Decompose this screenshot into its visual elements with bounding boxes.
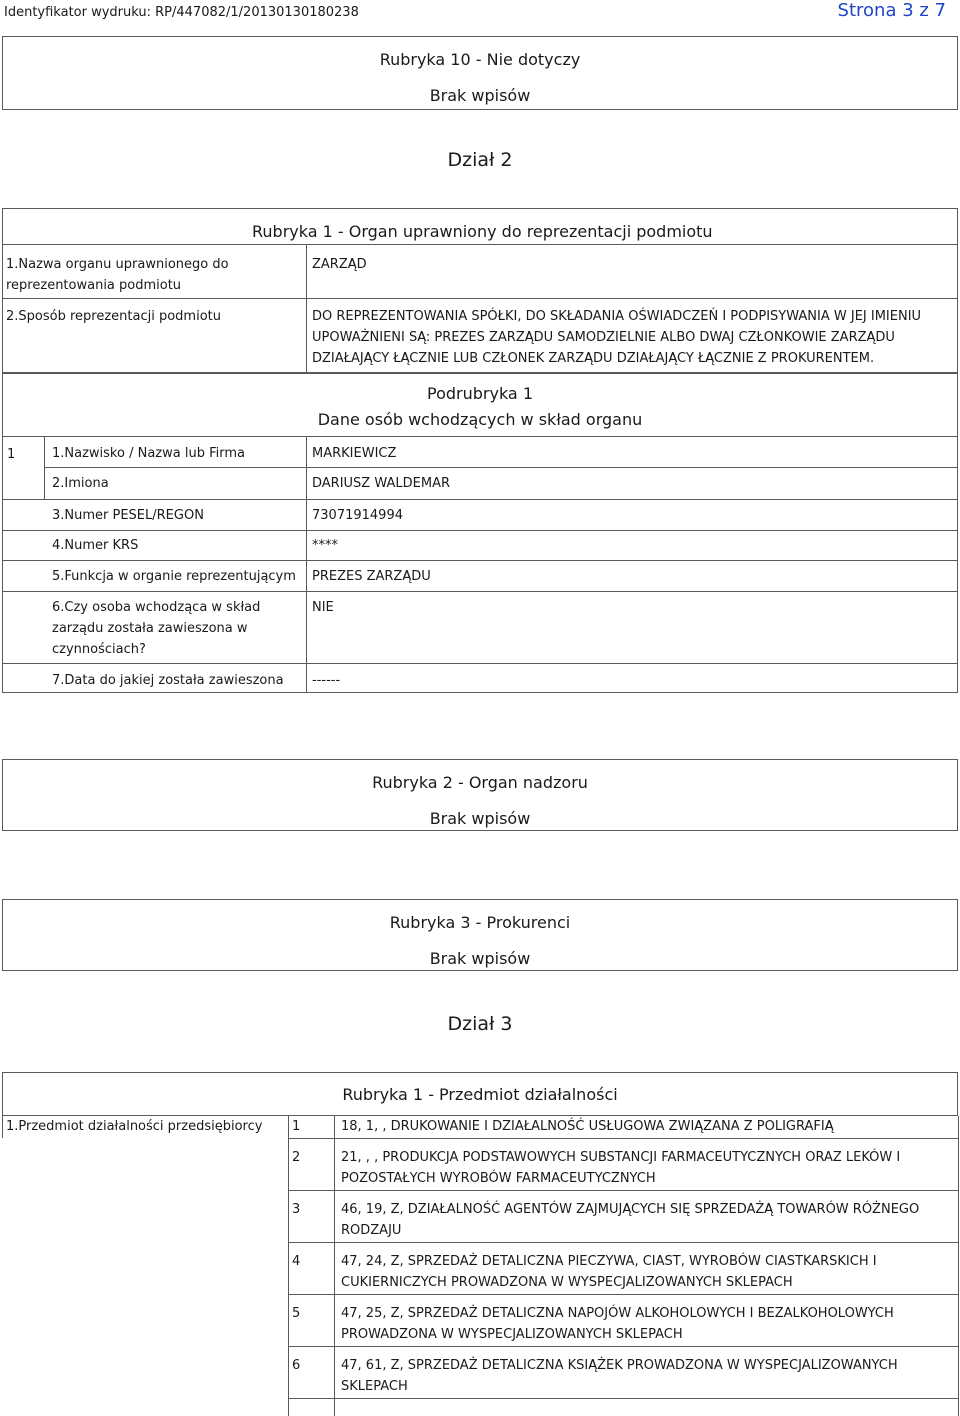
- dzial-2-title: Dział 2: [447, 149, 513, 171]
- dzial-3-title: Dział 3: [447, 1013, 513, 1035]
- person-suspended-value: NIE: [312, 600, 334, 615]
- person-names-label: 2.Imiona: [52, 476, 109, 491]
- person-surname-value: MARKIEWICZ: [312, 446, 397, 461]
- podrubryka-1-subtitle: Dane osób wchodzących w skład organu: [317, 410, 643, 429]
- activity-text-line1: 46, 19, Z, DZIAŁALNOŚĆ AGENTÓW ZAJMUJĄCYCH SIĘ SPRZEDAŻĄ TOWARÓW RÓŻNEGO: [341, 1202, 920, 1217]
- activity-index: 5: [292, 1306, 301, 1321]
- activity-index: 3: [292, 1202, 301, 1217]
- podrubryka-1-title: Podrubryka 1: [427, 384, 533, 403]
- activity-index: 2: [292, 1150, 301, 1165]
- activity-index: 4: [292, 1254, 301, 1269]
- d2-rubryka-1-title: Rubryka 1 - Organ uprawniony do reprezentacji podmiotu: [252, 222, 713, 241]
- rubryka-3-empty: Brak wpisów: [429, 949, 531, 968]
- person-index: 1: [7, 447, 16, 462]
- rubryka-10-title: Rubryka 10 - Nie dotyczy: [379, 50, 581, 69]
- page-number: Strona 3 z 7: [837, 0, 946, 21]
- person-krs-label: 4.Numer KRS: [52, 538, 139, 553]
- person-suspension-date-value: ------: [312, 673, 341, 688]
- person-function-value: PREZES ZARZĄDU: [312, 569, 431, 584]
- representation-value-3: DZIAŁAJĄCY ŁĄCZNIE LUB CZŁONEK ZARZĄDU DZIAŁAJĄCY ŁĄCZNIE Z PROKURENTEM.: [312, 351, 875, 366]
- person-function-label: 5.Funkcja w organie reprezentującym: [52, 569, 296, 584]
- activity-text-line2: RODZAJU: [341, 1223, 402, 1238]
- activity-text-line1: 47, 24, Z, SPRZEDAŻ DETALICZNA PIECZYWA, CIAST, WYROBÓW CIASTKARSKICH I: [341, 1254, 877, 1269]
- rubryka-2-empty: Brak wpisów: [429, 809, 531, 828]
- activity-text-line1: 18, 1, , DRUKOWANIE I DZIAŁALNOŚĆ USŁUGOWA ZWIĄZANA Z POLIGRAFIĄ: [341, 1119, 834, 1134]
- person-suspended-label-2: zarządu została zawieszona w: [52, 621, 248, 636]
- person-suspended-label-3: czynnościach?: [52, 642, 146, 657]
- activity-index: 6: [292, 1358, 301, 1373]
- person-pesel-value: 73071914994: [312, 508, 403, 523]
- person-pesel-label: 3.Numer PESEL/REGON: [52, 508, 204, 523]
- rubryka-2-title: Rubryka 2 - Organ nadzoru: [372, 773, 588, 792]
- activity-text-line1: 21, , , PRODUKCJA PODSTAWOWYCH SUBSTANCJI FARMACEUTYCZNYCH ORAZ LEKÓW I: [341, 1150, 901, 1165]
- person-surname-label: 1.Nazwisko / Nazwa lub Firma: [52, 446, 245, 461]
- activity-text-line1: 47, 25, Z, SPRZEDAŻ DETALICZNA NAPOJÓW ALKOHOLOWYCH I BEZALKOHOLOWYCH: [341, 1306, 894, 1321]
- person-krs-value: ****: [312, 538, 338, 553]
- activity-text-line1: 47, 61, Z, SPRZEDAŻ DETALICZNA KSIĄŻEK PROWADZONA W WYSPECJALIZOWANYCH: [341, 1358, 898, 1373]
- person-names-value: DARIUSZ WALDEMAR: [312, 476, 450, 491]
- print-identifier: Identyfikator wydruku: RP/447082/1/20130130180238: [4, 5, 359, 20]
- representation-value-1: DO REPREZENTOWANIA SPÓŁKI, DO SKŁADANIA OŚWIADCZEŃ I PODPISYWANIA W JEJ IMIENIU: [312, 309, 922, 324]
- person-suspension-date-label: 7.Data do jakiej została zawieszona: [52, 673, 284, 688]
- representation-label: 2.Sposób reprezentacji podmiotu: [6, 309, 221, 324]
- activity-index: 1: [292, 1119, 301, 1134]
- activity-label: 1.Przedmiot działalności przedsiębiorcy: [6, 1119, 263, 1134]
- organ-name-label-1: 1.Nazwa organu uprawnionego do: [6, 257, 229, 272]
- representation-value-2: UPOWAŻNIENI SĄ: PREZES ZARZĄDU SAMODZIELNIE ALBO DWAJ CZŁONKOWIE ZARZĄDU: [312, 330, 895, 345]
- activity-text-line2: SKLEPACH: [341, 1379, 408, 1394]
- d3-rubryka-1-title: Rubryka 1 - Przedmiot działalności: [342, 1085, 618, 1104]
- activity-text-line2: CUKIERNICZYCH PROWADZONA W WYSPECJALIZOWANYCH SKLEPACH: [341, 1275, 793, 1290]
- rubryka-10-empty: Brak wpisów: [429, 86, 531, 105]
- activity-text-line2: PROWADZONA W WYSPECJALIZOWANYCH SKLEPACH: [341, 1327, 683, 1342]
- person-suspended-label-1: 6.Czy osoba wchodząca w skład: [52, 600, 261, 615]
- organ-name-label-2: reprezentowania podmiotu: [6, 278, 182, 293]
- organ-name-value: ZARZĄD: [312, 257, 367, 272]
- activity-text-line2: POZOSTAŁYCH WYROBÓW FARMACEUTYCZNYCH: [341, 1171, 656, 1186]
- rubryka-3-title: Rubryka 3 - Prokurenci: [389, 913, 571, 932]
